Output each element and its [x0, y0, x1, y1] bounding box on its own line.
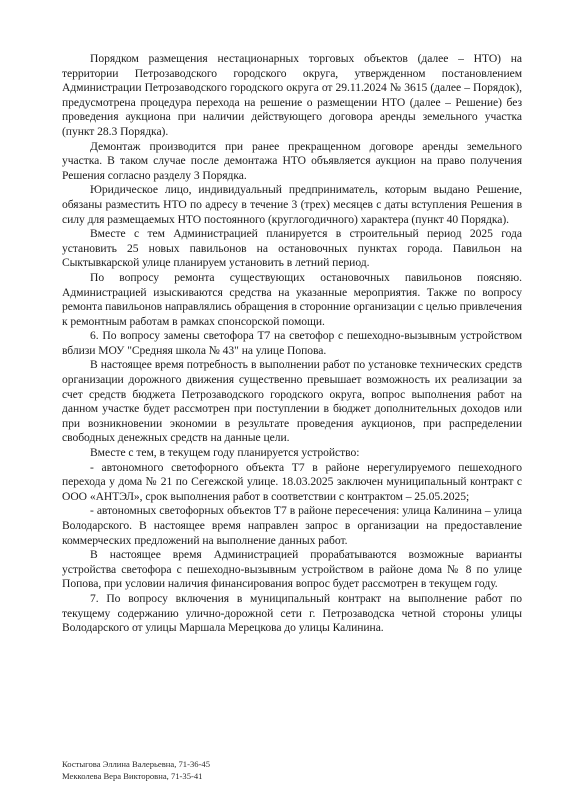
paragraph-budget-limitations: В настоящее время потребность в выполнении работ по установке технических средств организации дорожного движения существенно превышает возможность их реализации за счет средств бюджета Петрозаводского городского округа, вопрос выполнения работ на данном участке будет рассмотрен при поступлении в бюджет дополнительных доходов или при возникновении экономии в результате проведения аукционов, при распределении свободных денежных средств на данные цели. [62, 358, 522, 445]
document-footer [62, 758, 362, 782]
contact-line: Костыгова Эллина Валерьевна, 71-36-45 [62, 759, 210, 769]
paragraph-pavilion-repair: По вопросу ремонта существующих остановочных павильонов поясняю. Администрацией изыскиваются средства на указанные мероприятия. Также по вопросу ремонта павильонов направлялись обращения в сторонние организации с целью привлечения к ремонтным работам в рамках спонсорской помощи. [62, 270, 522, 328]
paragraph-nto-placement-procedure: Порядком размещения нестационарных торговых объектов (далее – НТО) на территории Петрозаводского городского округа, утвержденном постановлением Администрации Петрозаводского городского округа от 29.11.2024 № 3615 (далее – Порядок), предусмотрена процедура перехода на решение о размещении НТО (далее – Решение) без проведения аукциона при наличии действующего договора аренды земельного участка (пункт 28.3 Порядка). [62, 52, 522, 138]
paragraph-popova-options: В настоящее время Администрацией прорабатываются возможные варианты устройства светофора с пешеходно-вызывным устройством в районе дома № 8 по улице Попова, при условии наличия финансирования вопрос будет рассмотрен в текущем году. [62, 548, 522, 591]
paragraph-planned-installations: Вместе с тем, в текущем году планируется устройство: [90, 446, 360, 460]
contact-line: Мекколева Вера Викторовна, 71-35-41 [62, 771, 203, 781]
list-item-kalinina-volodarskogo: - автономных светофорных объектов Т7 в районе пересечения: улица Калинина – улица Володарского. В настоящее время направлен запрос в организации на предоставление коммерческих предложений на выполнение данных работ. [62, 504, 522, 547]
paragraph-dismantling: Демонтаж производится при ранее прекращенном договоре аренды земельного участка. В таком случае после демонтажа НТО объявляется аукцион на право получения Решения согласно разделу 3 Порядка. [62, 139, 522, 182]
paragraph-road-maintenance-question: 7. По вопросу включения в муниципальный контракт на выполнение работ по текущему содержанию улично-дорожной сети г. Петрозаводска четной стороны улицы Володарского от улицы Маршала Мерецкова до улицы Калинина. [62, 591, 522, 635]
paragraph-nto-obligation: Юридическое лицо, индивидуальный предприниматель, которым выдано Решение, обязаны разместить НТО по адресу в течение 3 (трех) месяцев с даты вступления Решения в силу для размещаемых НТО постоянного (круглогодичного) характера (пункт 40 Порядка). [62, 183, 522, 226]
paragraph-traffic-light-question: 6. По вопросу замены светофора Т7 на светофор с пешеходно-вызывным устройством вблизи МОУ "Средняя школа № 43" на улице Попова. [62, 329, 522, 357]
document-body [62, 52, 522, 636]
list-item-segezhskaya: - автономного светофорного объекта Т7 в районе нерегулируемого пешеходного перехода у дома № 21 по Сегежской улице. 18.03.2025 заключен муниципальный контракт с ООО «АНТЭЛ», срок выполнения работ в соответствии с контрактом – 25.05.2025; [62, 460, 522, 503]
paragraph-new-pavilions: Вместе с тем Администрацией планируется в строительный период 2025 года установить 25 новых павильонов на остановочных пунктах города. Павильон на Сыктывкарской улице планируем установить в летний период. [62, 227, 522, 270]
